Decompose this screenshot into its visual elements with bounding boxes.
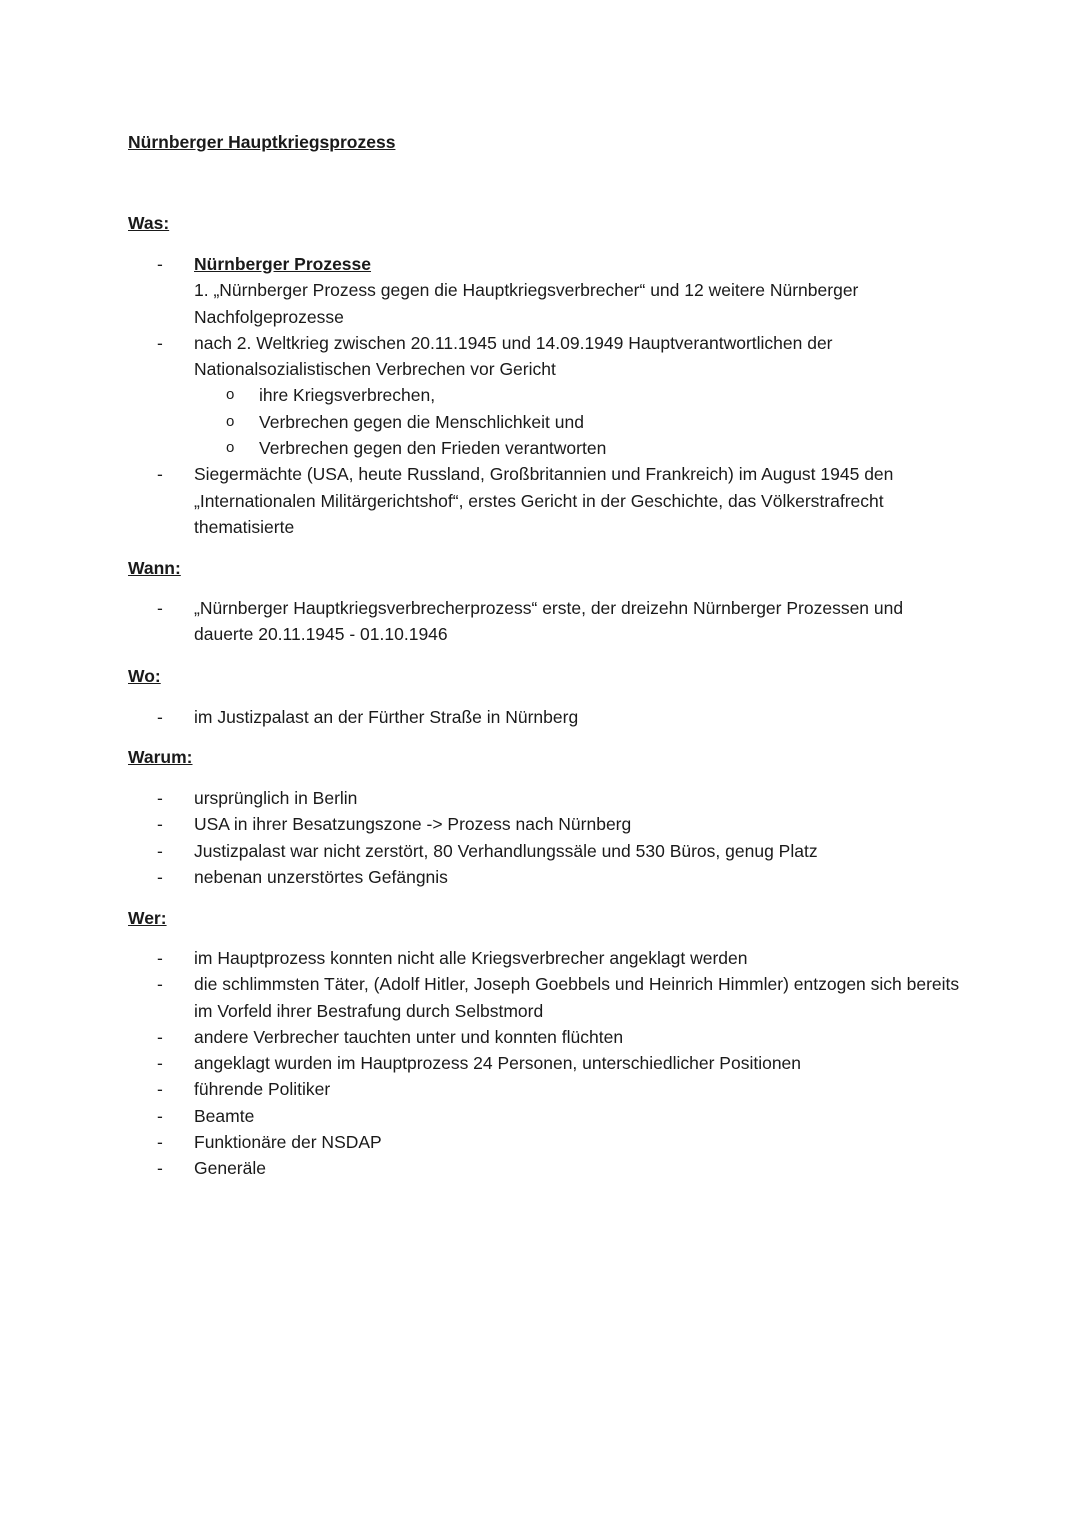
list-item-text: Funktionäre der NSDAP	[194, 1132, 382, 1153]
heading-warum: Warum:	[128, 747, 193, 767]
list-item	[0, 785, 1080, 811]
dash-bullet: -	[157, 948, 163, 968]
dash-bullet: -	[157, 707, 163, 727]
list-wann	[0, 595, 1080, 648]
dash-bullet: -	[157, 1053, 163, 1074]
dash-bullet: -	[157, 788, 163, 808]
list-item-text: führende Politiker	[194, 1079, 331, 1100]
list-item	[0, 945, 1080, 971]
list-item-text: nach 2. Weltkrieg zwischen 20.11.1945 und 14.09.1949 Hauptverantwortlichen der Nationalsozialistischen Verbrechen vor Gericht	[194, 332, 833, 380]
list-wer	[0, 945, 1080, 1182]
list-item	[0, 1155, 1080, 1181]
sublist-item	[194, 435, 960, 461]
dash-bullet: -	[157, 598, 163, 618]
list-item	[0, 971, 1080, 1024]
list-item	[0, 864, 1080, 890]
list-item-text: im Justizpalast an der Fürther Straße in Nürnberg	[194, 707, 579, 727]
list-item-text: angeklagt wurden im Hauptprozess 24 Personen, unterschiedlicher Positionen	[194, 1053, 802, 1074]
list-item	[0, 330, 1080, 461]
list-item	[0, 1103, 1080, 1129]
sublist-item-text: Verbrechen gegen die Menschlichkeit und	[259, 411, 584, 432]
list-item	[0, 461, 1080, 540]
list-item-text: Generäle	[194, 1158, 266, 1179]
dash-bullet: -	[157, 464, 163, 485]
list-item	[0, 251, 1080, 330]
dash-bullet: -	[157, 1132, 163, 1153]
circle-bullet: o	[226, 439, 235, 457]
list-item	[0, 838, 1080, 864]
sublist-item-text: Verbrechen gegen den Frieden verantworten	[259, 438, 607, 459]
dash-bullet: -	[157, 254, 163, 274]
list-item-text: ursprünglich in Berlin	[194, 788, 358, 808]
sublist-item	[194, 382, 960, 408]
list-warum	[0, 785, 1080, 890]
list-item	[0, 1129, 1080, 1155]
heading-wer: Wer:	[128, 908, 167, 928]
circle-bullet: o	[226, 412, 235, 430]
list-was	[0, 251, 1080, 540]
heading-was: Was:	[128, 213, 170, 233]
item-title-nuernberger-prozesse: Nürnberger Prozesse	[194, 254, 372, 274]
dash-bullet: -	[157, 332, 163, 353]
list-item-text: nebenan unzerstörtes Gefängnis	[194, 866, 448, 887]
list-item-text: Beamte	[194, 1105, 255, 1126]
sublist-item-text: ihre Kriegsverbrechen,	[259, 385, 436, 406]
dash-bullet: -	[157, 1026, 163, 1047]
circle-bullet: o	[226, 386, 235, 404]
dash-bullet: -	[157, 866, 163, 887]
sublist-item	[194, 409, 960, 435]
list-item-text: 1. „Nürnberger Prozess gegen die Hauptkriegsverbrecher“ und 12 weitere Nürnberger Nachfolgeprozesse	[194, 280, 859, 327]
list-item-text: USA in ihrer Besatzungszone -> Prozess nach Nürnberg	[194, 814, 632, 835]
dash-bullet: -	[157, 1079, 163, 1100]
heading-wann: Wann:	[128, 558, 181, 578]
list-item-text: „Nürnberger Hauptkriegsverbrecherprozess“ erste, der dreizehn Nürnberger Prozessen und dauerte 20.11.1945 - 01.10.1946	[194, 598, 904, 645]
dash-bullet: -	[157, 1105, 163, 1126]
dash-bullet: -	[157, 1158, 163, 1179]
dash-bullet: -	[157, 974, 163, 995]
list-item-text: andere Verbrecher tauchten unter und konnten flüchten	[194, 1026, 624, 1047]
document-title: Nürnberger Hauptkriegsprozess	[128, 132, 396, 152]
list-item-text: Siegermächte (USA, heute Russland, Großbritannien und Frankreich) im August 1945 den „Internationalen Militärgerichtshof“, erstes Gericht in der Geschichte, das Völkerstrafrecht thematisierte	[194, 464, 894, 537]
heading-wo: Wo:	[128, 666, 161, 686]
dash-bullet: -	[157, 840, 163, 861]
list-item	[0, 595, 1080, 648]
list-item	[0, 1024, 1080, 1050]
list-item-text: Justizpalast war nicht zerstört, 80 Verhandlungssäle und 530 Büros, genug Platz	[194, 840, 818, 861]
list-item	[0, 1076, 1080, 1102]
list-wo	[0, 704, 1080, 730]
list-item-text: im Hauptprozess konnten nicht alle Kriegsverbrecher angeklagt werden	[194, 948, 748, 968]
list-item	[0, 811, 1080, 837]
list-item	[0, 1050, 1080, 1076]
dash-bullet: -	[157, 814, 163, 835]
sublist-verbrechen	[194, 382, 960, 461]
list-item-text: die schlimmsten Täter, (Adolf Hitler, Joseph Goebbels und Heinrich Himmler) entzogen sich bereits im Vorfeld ihrer Bestrafung durch Selbstmord	[194, 974, 960, 1021]
list-item	[0, 704, 1080, 730]
